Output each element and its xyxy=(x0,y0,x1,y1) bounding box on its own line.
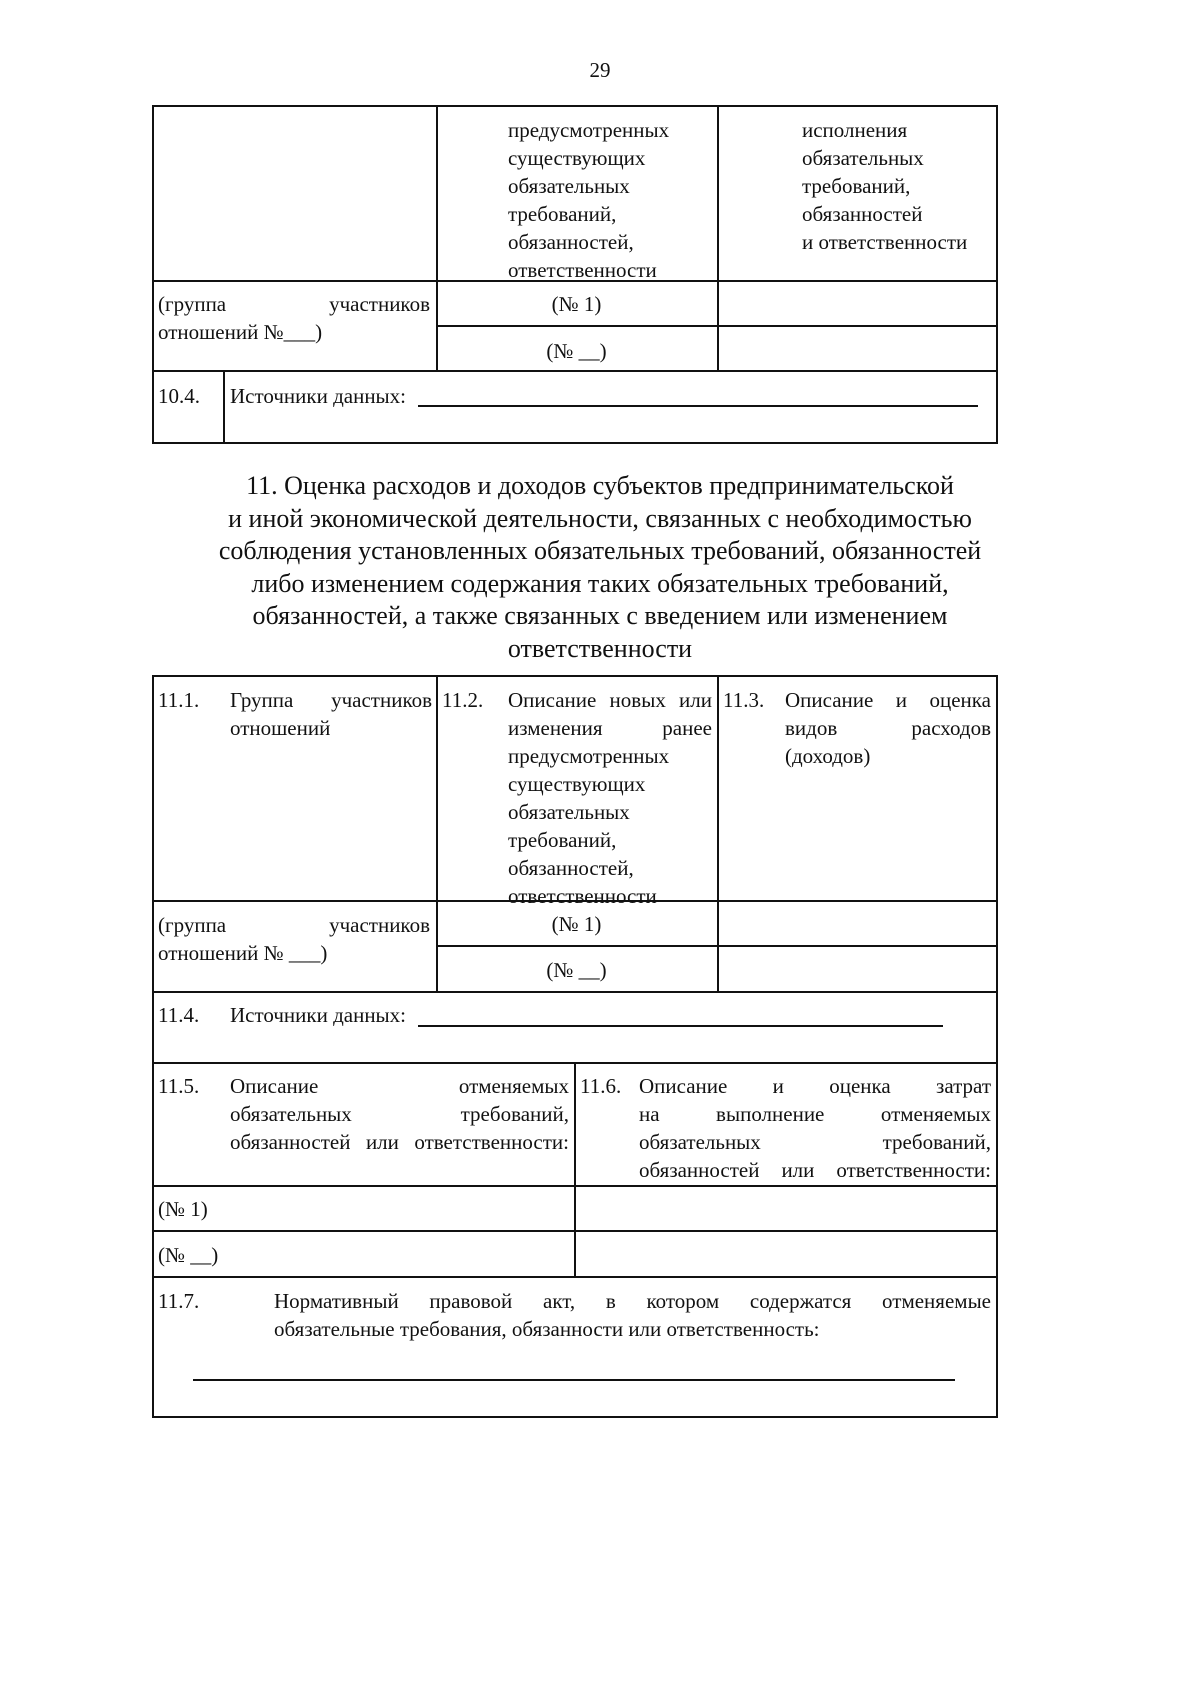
table-rule xyxy=(717,105,719,371)
cell-11-2-text: Описание новых или изменения ранее предусмотренных существующих обязательных требований, обязанностей, ответственности xyxy=(508,688,712,908)
row-number-blank: (№ __) xyxy=(546,958,607,982)
page-number: 29 xyxy=(589,58,611,82)
row-number-1: (№ 1) xyxy=(551,912,602,936)
cell-11-1-text: Группа участников отношений xyxy=(230,688,432,740)
row-number-1: (№ 1) xyxy=(551,292,602,316)
group-participants-cell: (группа участников отношений № ___) xyxy=(158,913,430,965)
table-border xyxy=(152,442,998,444)
table-border xyxy=(996,105,998,443)
table-border xyxy=(996,675,998,1417)
cell-11-7-text: Нормативный правовой акт, в котором содержатся отменяемые обязательные требования, обязанности или ответственность: xyxy=(274,1289,991,1341)
table-rule xyxy=(223,370,225,443)
sources-label: Источники данных: xyxy=(230,384,406,408)
table-rule xyxy=(152,991,998,993)
header-cell-col2: предусмотренных существующих обязательных требований, обязанностей, ответственности xyxy=(508,118,670,282)
table-border xyxy=(152,105,154,443)
sources-number: 10.4. xyxy=(158,384,200,408)
table-rule xyxy=(436,325,998,327)
cell-11-4-number: 11.4. xyxy=(158,1003,200,1027)
row-number-blank: (№ __) xyxy=(158,1243,219,1267)
cell-11-5-text: Описание отменяемых обязательных требований, обязанностей или ответственности: xyxy=(230,1074,569,1154)
sources-fill-line[interactable] xyxy=(418,405,978,407)
table-rule xyxy=(436,105,438,371)
table-border xyxy=(152,675,154,1417)
table-rule xyxy=(152,1230,998,1232)
table-border xyxy=(152,675,998,677)
cell-11-5-number: 11.5. xyxy=(158,1074,200,1098)
group-participants-cell: (группа участников отношений №___) xyxy=(158,292,430,344)
cell-11-1-number: 11.1. xyxy=(158,688,200,712)
table-rule xyxy=(152,1276,998,1278)
table-rule xyxy=(152,1185,998,1187)
sources-fill-line[interactable] xyxy=(418,1025,943,1027)
cell-11-3-text: Описание и оценка видов расходов (доходов) xyxy=(785,688,991,768)
cell-11-6-number: 11.6. xyxy=(580,1074,622,1098)
row-number-1: (№ 1) xyxy=(158,1197,208,1221)
cell-11-2-number: 11.2. xyxy=(442,688,484,712)
section-11-heading: 11. Оценка расходов и доходов субъектов предпринимательской и иной экономической деятельности, связанных с необходимостью соблюдения установленных обязательных требований, обязанностей либо изменением содержания таких обязательных требований, обязанностей, а также связанных с введением или изменением ответственности xyxy=(218,471,982,663)
legal-act-fill-line[interactable] xyxy=(193,1379,955,1381)
cell-11-7-number: 11.7. xyxy=(158,1289,200,1313)
row-number-blank: (№ __) xyxy=(546,339,607,363)
table-rule xyxy=(152,370,998,372)
sources-label: Источники данных: xyxy=(230,1003,406,1027)
header-cell-col3: исполнения обязательных требований, обязанностей и ответственности xyxy=(802,118,968,254)
table-border xyxy=(152,105,998,107)
table-rule xyxy=(574,1062,576,1277)
table-rule xyxy=(436,945,998,947)
table-border xyxy=(152,1416,998,1418)
cell-11-6-text: Описание и оценка затрат на выполнение отменяемых обязательных требований, обязанностей или ответственности: xyxy=(639,1074,991,1182)
cell-11-3-number: 11.3. xyxy=(723,688,765,712)
